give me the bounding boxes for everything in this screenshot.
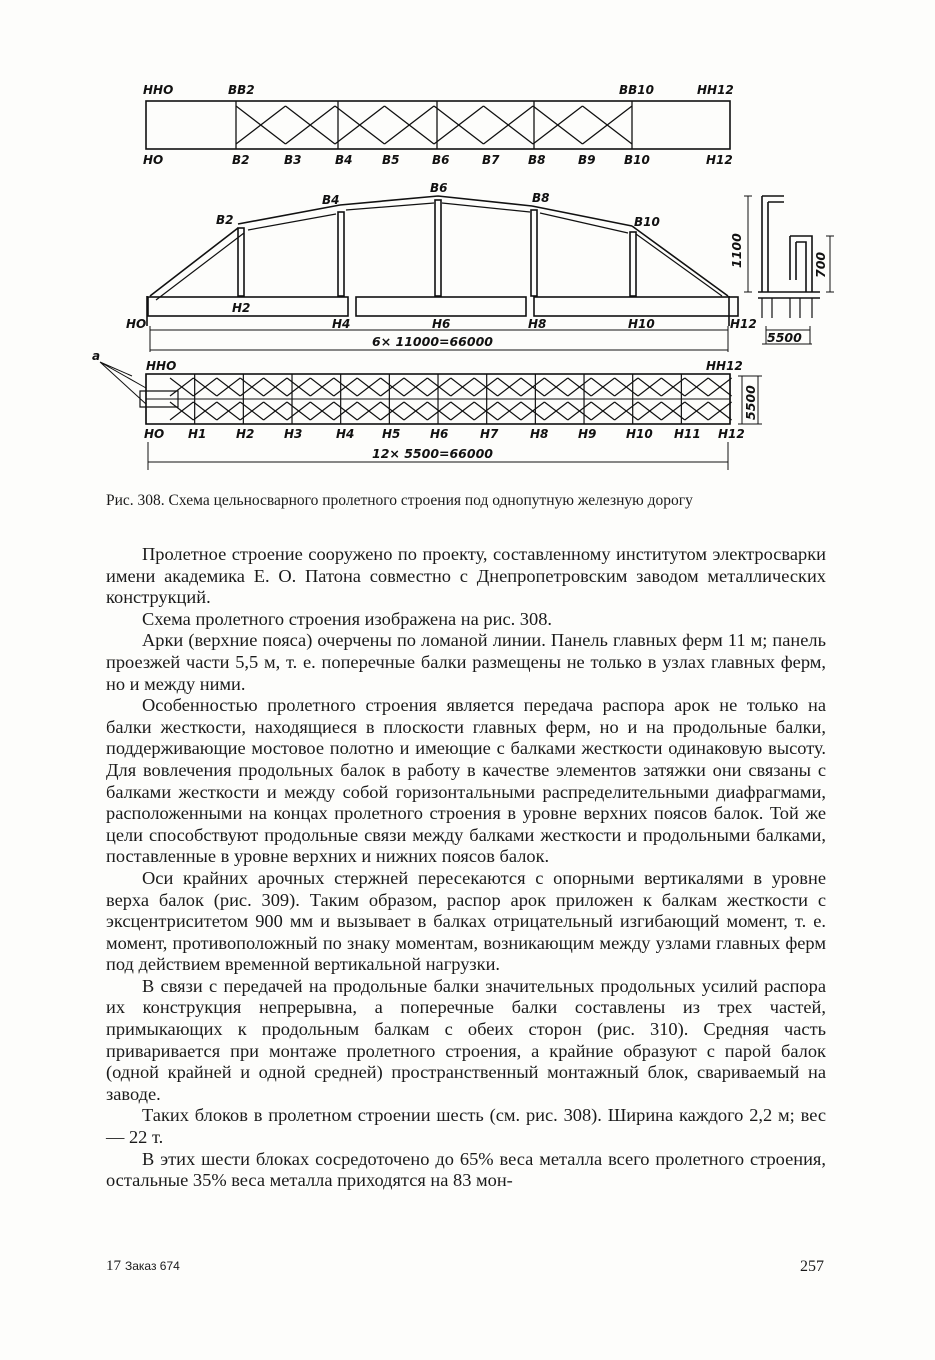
elevation-lower-label-3: Н6 <box>432 317 451 331</box>
elevation-upper-label-2: В6 <box>430 181 448 195</box>
top-view-bottom-label-9: В10 <box>624 153 650 167</box>
plan-width-dimension: 5500 <box>743 385 758 420</box>
plan-label-nn12: НН12 <box>706 359 743 373</box>
top-view-bottom-label-5: В6 <box>432 153 450 167</box>
top-bracing-1 <box>286 106 336 144</box>
plan-bottom-label-3: Н3 <box>284 427 303 441</box>
plan-bottom-label-0: НО <box>144 427 165 441</box>
top-view-label-nn0: ННО <box>143 83 174 97</box>
elevation-upper-label-1: В4 <box>322 193 340 207</box>
body-text <box>106 544 826 1192</box>
paragraph-2: Схема пролетного строения изображена на рис. 308. <box>142 608 552 629</box>
top-bracing-3 <box>385 106 435 144</box>
top-view-label-nn12: НН12 <box>697 83 734 97</box>
top-bracing-5 <box>484 106 534 144</box>
paragraph-1: Пролетное строение сооружено по проекту, составленному институтом электросварки имени академика Е. О. Патона совместно с Днепропетровским заводом металлических конструкций. <box>106 544 826 608</box>
elevation-upper-label-0: В2 <box>216 213 234 227</box>
elevation-span-dimension: 6× 11000=66000 <box>372 334 493 349</box>
elevation-lower-label-5: Н10 <box>628 317 655 331</box>
elevation-upper-label-3: В8 <box>532 191 550 205</box>
bridge-scheme-figure <box>0 0 935 480</box>
plan-bottom-label-5: Н5 <box>382 427 401 441</box>
paragraph-5: Оси крайних арочных стержней пересекаются с опорными вертикалями в уровне верха балок (рис. 309). Таким образом, распор арок приложен к балкам жесткости с эксцентриситетом 900 мм и вызывает в балках отрицательный изгибающий момент, т. е. момент, противоположный по знаку моментам, возникающим между узлами главных ферм под действием временной вертикальной нагрузки. <box>106 867 826 975</box>
plan-bottom-label-7: Н7 <box>480 427 499 441</box>
signature-text: Заказ 674 <box>125 1259 180 1273</box>
top-view-bottom-label-1: В2 <box>232 153 250 167</box>
plan-bottom-label-1: Н1 <box>188 427 207 441</box>
plan-bottom-label-10: Н10 <box>626 427 653 441</box>
top-view-bottom-label-6: В7 <box>482 153 500 167</box>
printer-signature <box>106 1258 180 1275</box>
plan-marker-a: а <box>92 349 101 363</box>
section-dim-5500: 5500 <box>767 330 802 345</box>
top-bracing-6 <box>533 106 583 144</box>
figure-caption: Рис. 308. Схема цельносварного пролетного строения под однопутную железную дорогу <box>106 492 693 509</box>
page-number: 257 <box>800 1258 824 1275</box>
top-bracing-4 <box>434 106 484 144</box>
top-bracing-7 <box>583 106 633 144</box>
top-view-label-vv10: ВВ10 <box>619 83 654 97</box>
top-view-bottom-label-4: В5 <box>382 153 400 167</box>
plan-bottom-label-4: Н4 <box>336 427 355 441</box>
elevation-lower-label-6: Н12 <box>730 317 757 331</box>
elevation-lower-label-1: Н2 <box>232 301 251 315</box>
elevation-lower-label-4: Н8 <box>528 317 547 331</box>
elevation-lower-label-0: НО <box>126 317 147 331</box>
top-view-bottom-label-0: НО <box>143 153 164 167</box>
paragraph-3: Арки (верхние пояса) очерчены по ломаной линии. Панель главных ферм 11 м; панель проезжей части 5,5 м, т. е. поперечные балки размещены не только в узлах главных ферм, но и между ними. <box>106 630 826 694</box>
plan-bottom-label-12: Н12 <box>718 427 745 441</box>
section-dim-700: 700 <box>813 251 828 278</box>
top-view-bottom-label-7: В8 <box>528 153 546 167</box>
top-view-label-vv2: ВВ2 <box>228 83 255 97</box>
plan-bottom-label-8: Н8 <box>530 427 549 441</box>
top-bracing-0 <box>236 106 286 144</box>
elevation-upper-label-4: В10 <box>634 215 660 229</box>
elevation-lower-label-2: Н4 <box>332 317 351 331</box>
top-view-bottom-label-10: Н12 <box>706 153 733 167</box>
plan-bottom-label-11: Н11 <box>674 427 701 441</box>
top-view-bottom-label-3: В4 <box>335 153 353 167</box>
plan-label-nn0: ННО <box>146 359 177 373</box>
top-view-bottom-label-8: В9 <box>578 153 596 167</box>
plan-span-dimension: 12× 5500=66000 <box>372 446 493 461</box>
paragraph-6: В связи с передачей на продольные балки значительных продольных усилий распора их конструкция непрерывна, а поперечные балки составлены из трех частей, примыкающих к продольным балкам с обеих сторон (рис. 310). Средняя часть приваривается при монтаже пролетного строения, а крайние образуют с парой балок (одной крайней и одной средней) пространственный монтажный блок, свариваемый на заводе. <box>106 975 826 1104</box>
paragraph-7: Таких блоков в пролетном строении шесть (см. рис. 308). Ширина каждого 2,2 м; вес — 22 т. <box>106 1105 826 1148</box>
paragraph-8: В этих шести блоках сосредоточено до 65% веса металла всего пролетного строения, остальные 35% веса металла приходятся на 83 мон- <box>106 1148 826 1191</box>
signature-number: 17 <box>106 1258 121 1274</box>
top-view-diagram <box>146 101 730 149</box>
plan-bottom-label-2: Н2 <box>236 427 255 441</box>
top-view-bottom-label-2: В3 <box>284 153 302 167</box>
plan-bottom-label-6: Н6 <box>430 427 449 441</box>
section-dim-1100: 1100 <box>729 233 744 268</box>
paragraph-4: Особенностью пролетного строения является передача распора арок не только на балки жесткости, находящиеся в плоскости главных ферм, но и на продольные балки, поддерживающие мостовое полотно и имеющие с балками жесткости одинаковую высоту. Для вовлечения продольных балок в работу в качестве элементов затяжки они связаны с балками жесткости и между собой горизонтальными распределительными диафрагмами, расположенными на концах пролетного строения в уровне верхних поясов балок. Той же цели способствуют продольные связи между балками жесткости и продольными балками, поставленные в уровне верхних и нижних поясов балок. <box>106 695 826 867</box>
top-bracing-2 <box>335 106 385 144</box>
plan-bottom-label-9: Н9 <box>578 427 597 441</box>
